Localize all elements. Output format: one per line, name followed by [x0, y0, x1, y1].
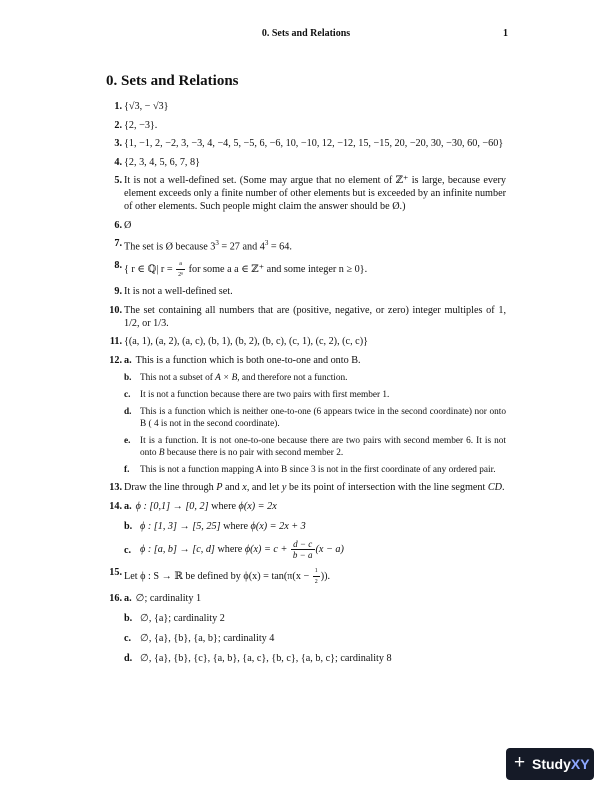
answer-text: {2, 3, 4, 5, 6, 7, 8}: [124, 156, 200, 168]
mapping-rule-start: ϕ(x) = c +: [244, 543, 290, 555]
fraction: [313, 566, 320, 587]
fraction-denominator: 2ⁿ: [178, 271, 184, 278]
answer-16: [106, 592, 506, 665]
part-label: c.: [124, 633, 132, 645]
exponent: 3: [264, 239, 269, 247]
answer-text: The set containing all numbers that are (positive, negative, or zero) integer multiples of 1, 1/2, or 1/3.: [124, 304, 506, 329]
part-text-before: It is a function. It is not one-to-one because there are two pairs with second member 6. It is not onto: [140, 435, 506, 458]
fraction: [291, 539, 315, 560]
answer-text: be its point of intersection with the line segment: [286, 482, 488, 494]
part-label: b.: [124, 372, 132, 383]
answer-text: It is not a well-defined set.: [124, 286, 233, 298]
page-title: 0. Sets and Relations: [106, 73, 239, 89]
part-label: e.: [124, 435, 131, 446]
running-header-title: 0. Sets and Relations: [261, 28, 351, 39]
mapping: ϕ : [1, 3] → [5, 25]: [140, 520, 221, 532]
where-word: where: [220, 520, 251, 532]
part-a: [124, 355, 361, 366]
part-text: ∅, {a}; cardinality 2: [140, 613, 225, 625]
part-label: a.: [124, 500, 132, 512]
part-label: a.: [124, 354, 132, 366]
answer-number: 9.: [114, 286, 122, 298]
answer-11: [106, 335, 506, 348]
answer-2: [106, 119, 506, 132]
point-p: P: [216, 482, 223, 494]
answer-text-after: is large, because every element exceeds only a finite number of other elements but is exceeded by an infinite number of other elements. Such people might claim the answer should be Ø.): [124, 175, 507, 212]
part-e: [124, 435, 506, 459]
answer-number: 16.: [109, 593, 122, 605]
answer-12: [106, 354, 506, 476]
answer-7: [106, 237, 506, 253]
answer-3: [106, 137, 506, 150]
answer-number: 1.: [114, 101, 122, 112]
answer-9: [106, 285, 506, 298]
part-label: c.: [124, 389, 131, 400]
set-variable: B: [158, 447, 165, 458]
answer-number: 14.: [109, 500, 122, 512]
part-text: ∅, {a}, {b}, {c}, {a, b}, {a, c}, {b, c}, {a, b, c}; cardinality 8: [140, 653, 392, 665]
part-label: c.: [124, 544, 132, 556]
answer-text-before: It is not a well-defined set. (Some may argue that no element of: [124, 175, 396, 186]
answer-number: 10.: [109, 304, 122, 316]
brand-main: Study: [532, 756, 571, 772]
answer-text: {1, −1, 2, −2, 3, −3, 4, −4, 5, −5, 6, −6, 10, −10, 12, −12, 15, −15, 20, −20, 30, −30, 60, −60}: [124, 138, 504, 149]
answer-text: {(a, 1), (a, 2), (a, c), (b, 1), (b, 2), (b, c), (c, 1), (c, 2), (c, c)}: [124, 336, 368, 348]
answer-number: 12.: [109, 354, 122, 366]
answer-1: [106, 100, 506, 113]
part-text-before: This not a subset of: [140, 372, 216, 383]
fraction-numerator: a: [176, 259, 185, 270]
answer-number: 3.: [114, 138, 122, 149]
part-d: [124, 406, 506, 430]
part-label: b.: [124, 520, 133, 532]
mapping-rule: ϕ(x) = 2x: [238, 500, 277, 512]
answer-number: 5.: [114, 175, 122, 186]
part-c: [124, 389, 506, 401]
part-b: [124, 372, 506, 384]
cartesian-product: A × B: [215, 372, 238, 383]
where-word: where: [214, 543, 245, 555]
answer-4: [106, 156, 506, 169]
answer-number: 2.: [114, 119, 122, 131]
answer-8: [106, 259, 506, 280]
point-y: y: [281, 482, 287, 494]
answer-text: {2, −3}.: [124, 119, 158, 131]
part-text-after: , and therefore not a function.: [237, 372, 348, 383]
point-x: x: [242, 482, 247, 494]
part-label: f.: [124, 464, 130, 475]
fraction-numerator: 1: [313, 566, 320, 577]
answer-text-mid: = 27 and 4: [218, 241, 265, 253]
answer-number: 4.: [114, 156, 122, 168]
answer-list: [106, 100, 506, 671]
answer-number: 7.: [114, 238, 122, 249]
answer-number: 8.: [114, 259, 122, 271]
part-label: b.: [124, 613, 133, 625]
where-word: where: [208, 500, 239, 512]
studyxy-badge[interactable]: [506, 748, 594, 780]
segment-cd: CD: [487, 482, 503, 494]
answer-text-before: Let ϕ : S → ℝ be defined by ϕ(x) = tan(π(x −: [124, 570, 312, 582]
running-header: [0, 28, 612, 42]
answer-text-before: The set is Ø because 3: [124, 241, 216, 253]
answer-text-after: )).: [320, 570, 331, 582]
mapping-rule-end: (x − a): [315, 543, 344, 555]
part-text: ∅; cardinality 1: [135, 593, 202, 605]
part-label: a.: [124, 593, 132, 605]
page-number: 1: [503, 28, 508, 39]
integers-symbol: ℤ⁺: [395, 175, 409, 186]
part-text: ∅, {a}, {b}, {a, b}; cardinality 4: [140, 633, 275, 645]
answer-number: 11.: [109, 336, 122, 348]
brand-logo: [532, 756, 590, 772]
answer-5: [106, 174, 506, 213]
part-c: [124, 539, 506, 560]
answer-text: .: [502, 482, 505, 494]
answer-number: 13.: [109, 482, 122, 494]
answer-10: [106, 304, 506, 330]
part-text: It is not a function because there are two pairs with first member 1.: [140, 389, 390, 400]
part-a: [124, 501, 277, 512]
part-text: This is a function which is neither one-to-one (6 appears twice in the second coordinate) nor onto B ( 4 is not in the second coordinate).: [140, 406, 506, 429]
answer-text-before: { r ∈ ℚ| r =: [124, 263, 176, 275]
part-label: d.: [124, 653, 133, 665]
answer-13: [106, 481, 506, 494]
answer-text: , and let: [246, 482, 282, 494]
answer-text: Ø: [124, 219, 132, 231]
part-a: [124, 593, 201, 604]
answer-text: {√3, − √3}: [124, 101, 169, 112]
answer-number: 6.: [114, 219, 122, 231]
part-b: [124, 520, 506, 533]
answer-6: [106, 219, 506, 232]
answer-text: Draw the line through: [124, 482, 217, 494]
part-f: [124, 464, 506, 476]
brand-accent: XY: [570, 756, 590, 772]
fraction-numerator: d − c: [291, 539, 315, 550]
part-d: [124, 652, 506, 665]
fraction: [176, 259, 185, 280]
fraction-denominator: b − a: [292, 549, 313, 560]
answer-text: and: [222, 482, 243, 494]
part-text: This is a function which is both one-to-one and onto B.: [135, 354, 361, 366]
exponent: 3: [215, 239, 219, 247]
answer-number: 15.: [109, 566, 122, 578]
mapping: ϕ : [0,1] → [0, 2]: [135, 500, 209, 512]
part-text-after: because there is no pair with second member 2.: [164, 447, 344, 458]
part-b: [124, 612, 506, 625]
answer-14: [106, 500, 506, 560]
plus-icon: +: [514, 752, 526, 773]
part-label: d.: [124, 406, 132, 417]
answer-text-mid: for some a a ∈ ℤ⁺ and some integer n ≥ 0}.: [186, 263, 368, 275]
fraction-denominator: 2: [314, 578, 318, 585]
mapping: ϕ : [a, b] → [c, d]: [140, 543, 215, 555]
answer-text-after: = 64.: [268, 241, 292, 253]
part-c: [124, 632, 506, 645]
mapping-rule: ϕ(x) = 2x + 3: [250, 520, 306, 532]
answer-15: [106, 566, 506, 587]
part-text: This is not a function mapping A into B since 3 is not in the first coordinate of any ordered pair.: [140, 464, 496, 475]
